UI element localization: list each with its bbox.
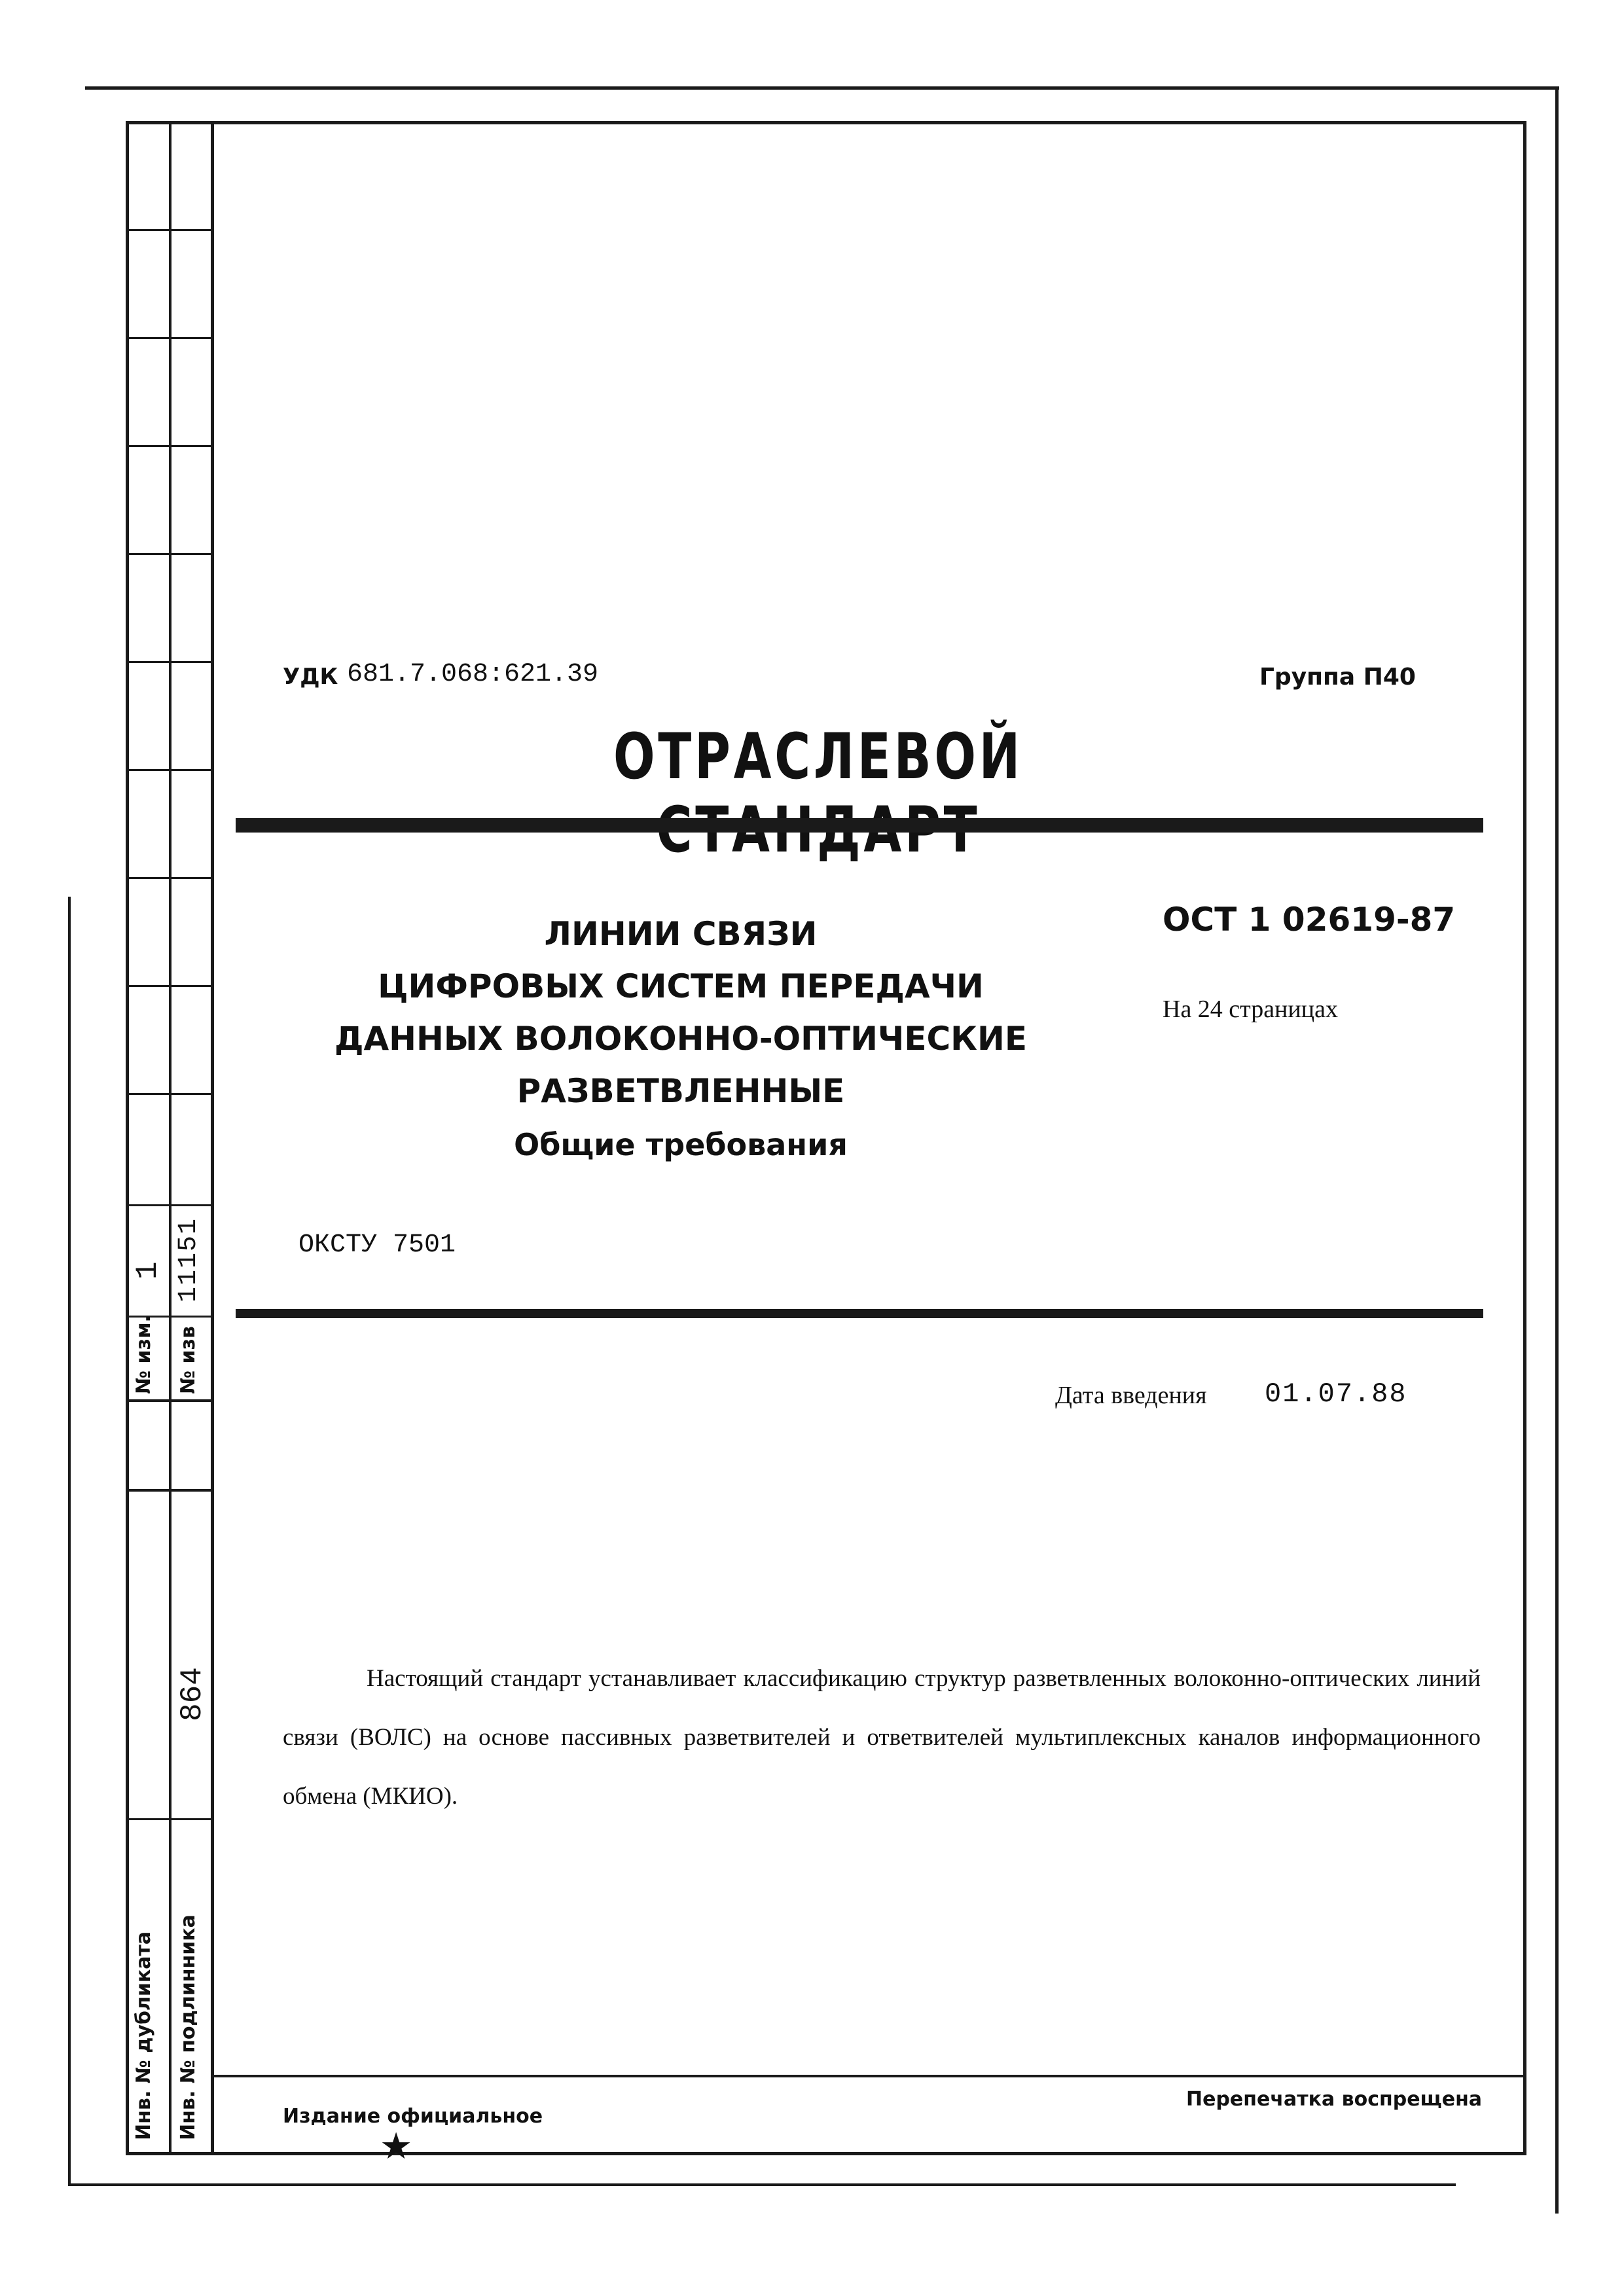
stamp-row-line bbox=[126, 337, 212, 339]
okstu-code: ОКСТУ 7501 bbox=[298, 1230, 456, 1260]
document-subtitle: Общие требования bbox=[514, 1127, 848, 1162]
stamp-row-line bbox=[126, 1399, 212, 1402]
change-number-value: 1 bbox=[131, 1261, 165, 1280]
separator-rule bbox=[236, 1309, 1483, 1318]
stamp-row-line bbox=[126, 1093, 212, 1095]
stamp-row-line bbox=[126, 1818, 212, 1820]
stamp-row-line bbox=[126, 445, 212, 447]
duplicate-inventory-label: Инв. № дубликата bbox=[132, 1931, 155, 2140]
stamp-row-line bbox=[126, 1204, 212, 1206]
stamp-divider-1 bbox=[169, 121, 171, 2155]
stamp-row-line bbox=[126, 661, 212, 663]
standard-number: ОСТ 1 02619-87 bbox=[1163, 901, 1456, 939]
stamp-divider-2 bbox=[211, 121, 214, 2155]
document-title-line-3: ДАННЫХ ВОЛОКОННО-ОПТИЧЕСКИЕ bbox=[334, 1020, 1028, 1058]
outer-frame-left-margin bbox=[68, 897, 71, 2186]
intro-date-value: 01.07.88 bbox=[1265, 1378, 1407, 1410]
star-icon: ★ bbox=[380, 2125, 413, 2168]
outer-frame-right bbox=[1555, 86, 1559, 2214]
page-count: На 24 страницах bbox=[1163, 996, 1338, 1023]
original-inventory-value: 864 bbox=[175, 1667, 209, 1721]
stamp-row-line bbox=[126, 985, 212, 987]
main-title: ОТРАСЛЕВОЙ bbox=[613, 720, 1024, 793]
intro-date-label: Дата введения bbox=[1055, 1382, 1207, 1409]
edition-label: Издание официальное bbox=[283, 2105, 543, 2128]
body-paragraph: Настоящий стандарт устанавливает классификацию структур разветвленных волоконно-оптических линий связи (ВОЛС) на основе пассивных разветвителей и ответвителей мультиплексных каналов информационного обмена (МКИО). bbox=[283, 1665, 1481, 1810]
document-title-line-2: ЦИФРОВЫХ СИСТЕМ ПЕРЕДАЧИ bbox=[378, 967, 984, 1005]
outer-frame-top bbox=[85, 86, 1559, 90]
udk-code: 681.7.068:621.39 bbox=[347, 660, 599, 689]
stamp-row-line bbox=[126, 1489, 212, 1492]
stamp-row-line bbox=[126, 769, 212, 771]
notice-number-label: № изв bbox=[177, 1326, 200, 1394]
notice-number-value: 11151 bbox=[174, 1217, 204, 1302]
outer-frame-bottom bbox=[68, 2183, 1456, 2186]
document-title-line-4: РАЗВЕТВЛЕННЫЕ bbox=[516, 1072, 845, 1110]
footer-rule bbox=[211, 2075, 1526, 2077]
change-number-label: № изм. bbox=[132, 1315, 155, 1394]
udk-label: УДК bbox=[283, 664, 338, 690]
stamp-row-line bbox=[126, 877, 212, 879]
reprint-prohibited-label: Перепечатка воспрещена bbox=[1186, 2088, 1483, 2111]
stamp-row-line bbox=[126, 553, 212, 555]
group-label: Группа П40 bbox=[1259, 664, 1416, 691]
stamp-row-line bbox=[126, 229, 212, 231]
title-rule bbox=[236, 818, 1483, 833]
original-inventory-label: Инв. № подлинника bbox=[177, 1914, 200, 2140]
document-title-line-1: ЛИНИИ СВЯЗИ bbox=[544, 915, 818, 953]
